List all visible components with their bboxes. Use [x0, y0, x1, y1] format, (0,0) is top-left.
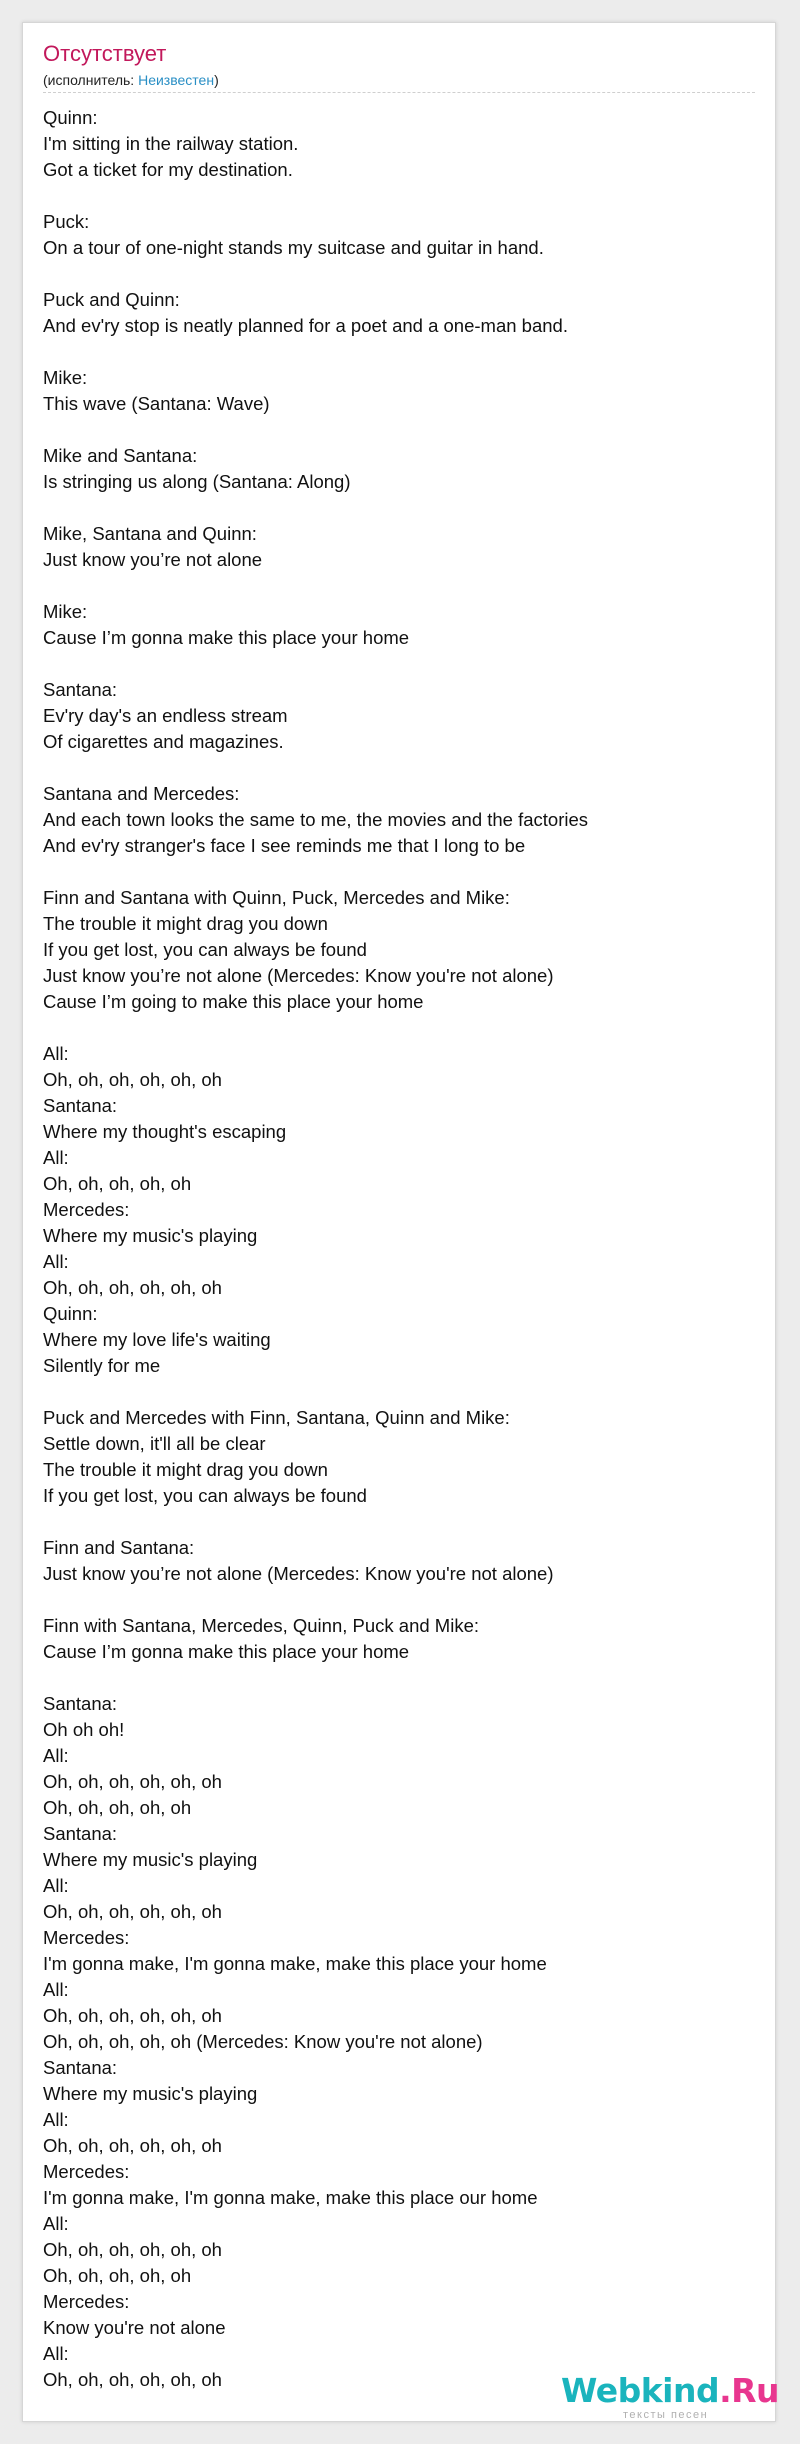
lyric-line [43, 495, 743, 521]
lyric-line: Oh, oh, oh, oh, oh, oh [43, 1277, 222, 1298]
lyrics-text [43, 105, 743, 2393]
lyric-line: Silently for me [43, 1355, 161, 1376]
artist-prefix: (исполнитель: [43, 72, 139, 88]
lyric-line: Puck and Mercedes with Finn, Santana, Quinn and Mike: [43, 1407, 510, 1428]
lyric-line: Mercedes: [43, 2291, 130, 2312]
lyric-line [43, 417, 743, 443]
lyric-line: Of cigarettes and magazines. [43, 731, 284, 752]
lyric-line: Oh, oh, oh, oh, oh, oh [43, 2369, 222, 2390]
lyric-line: Cause I’m gonna make this place your home [43, 1641, 410, 1662]
logo-wordmark [561, 2371, 779, 2411]
lyric-line: Oh, oh, oh, oh, oh [43, 2265, 192, 2286]
lyric-line: All: [43, 2343, 69, 2364]
lyric-line: Cause I’m going to make this place your home [43, 991, 424, 1012]
lyric-line: Cause I’m gonna make this place your home [43, 627, 410, 648]
lyric-line: Where my thought's escaping [43, 1121, 287, 1142]
lyric-line: Where my music's playing [43, 1225, 258, 1246]
lyric-line: Quinn: [43, 1303, 98, 1324]
lyric-line: Just know you’re not alone (Mercedes: Know you're not alone) [43, 965, 554, 986]
lyric-line: Just know you’re not alone (Mercedes: Know you're not alone) [43, 1563, 554, 1584]
lyric-line [43, 1509, 743, 1535]
lyric-line: Santana: [43, 679, 118, 700]
song-title: Отсутствует [43, 41, 167, 66]
lyric-line: The trouble it might drag you down [43, 1459, 328, 1480]
lyric-line: Settle down, it'll all be clear [43, 1433, 266, 1454]
lyric-line: Oh, oh, oh, oh, oh [43, 1797, 192, 1818]
lyric-line: Santana: [43, 1823, 118, 1844]
lyric-line: All: [43, 2109, 69, 2130]
lyric-line: All: [43, 1979, 69, 2000]
header-divider [43, 92, 755, 93]
lyric-line: On a tour of one-night stands my suitcase and guitar in hand. [43, 237, 544, 258]
lyric-line: Mike: [43, 601, 88, 622]
lyric-line [43, 859, 743, 885]
lyric-line: And ev'ry stranger's face I see reminds me that I long to be [43, 835, 526, 856]
lyric-line: Santana: [43, 1095, 118, 1116]
lyric-line: Mercedes: [43, 1927, 130, 1948]
lyric-line [43, 339, 743, 365]
lyric-line [43, 1665, 743, 1691]
lyric-line: Quinn: [43, 107, 98, 128]
lyric-line: Mercedes: [43, 2161, 130, 2182]
lyric-line: Puck and Quinn: [43, 289, 180, 310]
lyrics-card [22, 22, 776, 2422]
lyric-line: Oh, oh, oh, oh, oh, oh [43, 2135, 222, 2156]
lyric-line [43, 573, 743, 599]
logo-main-text: Webkind [561, 2371, 720, 2410]
lyric-line: Oh, oh, oh, oh, oh, oh [43, 2239, 222, 2260]
lyric-line: I'm gonna make, I'm gonna make, make this place your home [43, 1953, 547, 1974]
lyric-line: The trouble it might drag you down [43, 913, 328, 934]
lyric-line: And ev'ry stop is neatly planned for a poet and a one-man band. [43, 315, 568, 336]
lyric-line: Where my love life's waiting [43, 1329, 271, 1350]
lyric-line: Santana: [43, 1693, 118, 1714]
lyric-line: Ev'ry day's an endless stream [43, 705, 288, 726]
lyric-line: Is stringing us along (Santana: Along) [43, 471, 351, 492]
lyric-line: Know you're not alone [43, 2317, 226, 2338]
lyric-line: Finn and Santana: [43, 1537, 195, 1558]
lyric-line: Oh oh oh! [43, 1719, 125, 1740]
lyric-line: And each town looks the same to me, the movies and the factories [43, 809, 589, 830]
lyric-line: Oh, oh, oh, oh, oh (Mercedes: Know you're not alone) [43, 2031, 483, 2052]
lyric-line: Mercedes: [43, 1199, 130, 1220]
lyric-line [43, 755, 743, 781]
logo-tld-text: .Ru [719, 2371, 780, 2410]
lyric-line: Puck: [43, 211, 90, 232]
lyric-line: All: [43, 1043, 69, 1064]
webkind-logo[interactable] [561, 2371, 780, 2429]
lyric-line: Oh, oh, oh, oh, oh, oh [43, 1771, 222, 1792]
lyric-line: This wave (Santana: Wave) [43, 393, 270, 414]
lyric-line: Finn and Santana with Quinn, Puck, Mercedes and Mike: [43, 887, 510, 908]
lyric-line [43, 651, 743, 677]
lyric-line [43, 183, 743, 209]
lyric-line: Mike, Santana and Quinn: [43, 523, 257, 544]
lyric-line [43, 261, 743, 287]
lyric-line: I'm gonna make, I'm gonna make, make this place our home [43, 2187, 538, 2208]
lyric-line: Got a ticket for my destination. [43, 159, 293, 180]
lyric-line: If you get lost, you can always be found [43, 1485, 367, 1506]
lyric-line: All: [43, 1875, 69, 1896]
artist-suffix: ) [214, 72, 219, 88]
lyric-line: All: [43, 2213, 69, 2234]
lyric-line: All: [43, 1251, 69, 1272]
artist-line [43, 71, 219, 89]
lyric-line: Mike: [43, 367, 88, 388]
lyric-line: Where my music's playing [43, 2083, 258, 2104]
lyric-line: Oh, oh, oh, oh, oh [43, 1173, 192, 1194]
lyric-line: Just know you’re not alone [43, 549, 263, 570]
lyric-line: Oh, oh, oh, oh, oh, oh [43, 2005, 222, 2026]
lyric-line: Finn with Santana, Mercedes, Quinn, Puck and Mike: [43, 1615, 479, 1636]
lyric-line [43, 1379, 743, 1405]
lyric-line [43, 1587, 743, 1613]
lyric-line [43, 1015, 743, 1041]
lyric-line: Oh, oh, oh, oh, oh, oh [43, 1901, 222, 1922]
lyric-line: All: [43, 1147, 69, 1168]
logo-tagline: тексты песен [623, 2409, 709, 2421]
lyric-line: Oh, oh, oh, oh, oh, oh [43, 1069, 222, 1090]
artist-link[interactable]: Неизвестен [138, 72, 215, 88]
lyric-line: If you get lost, you can always be found [43, 939, 367, 960]
lyric-line: Santana and Mercedes: [43, 783, 240, 804]
lyric-line: Mike and Santana: [43, 445, 198, 466]
lyric-line: Where my music's playing [43, 1849, 258, 1870]
lyric-line: I'm sitting in the railway station. [43, 133, 299, 154]
lyric-line: Santana: [43, 2057, 118, 2078]
lyric-line: All: [43, 1745, 69, 1766]
